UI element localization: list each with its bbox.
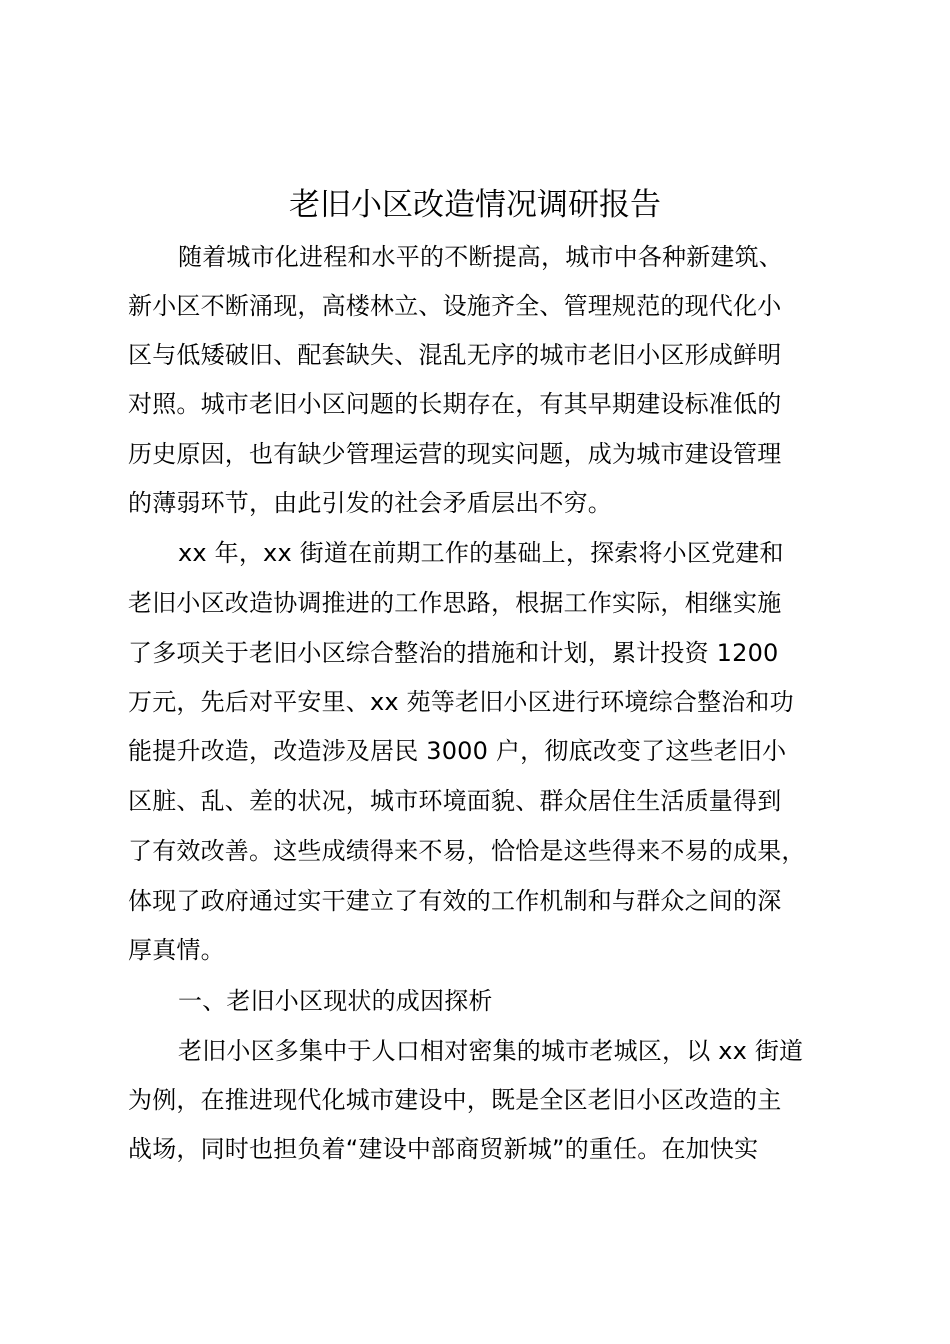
- paragraph-line: 了有效改善。这些成绩得来不易，恰恰是这些得来不易的成果，: [128, 837, 806, 865]
- paragraph-line: 了多项关于老旧小区综合整治的措施和计划，累计投资 1200: [128, 639, 779, 667]
- paragraph-line: 万元，先后对平安里、xx 苑等老旧小区进行环境综合整治和功: [128, 688, 794, 716]
- paragraph-line: 能提升改造，改造涉及居民 3000 户，彻底改变了这些老旧小: [128, 737, 787, 765]
- paragraph-line: 区脏、乱、差的状况，城市环境面貌、群众居住生活质量得到: [128, 787, 782, 815]
- paragraph-line: 对照。城市老旧小区问题的长期存在，有其早期建设标准低的: [128, 390, 782, 418]
- paragraph-line: xx 年，xx 街道在前期工作的基础上，探索将小区党建和: [178, 539, 784, 567]
- section-heading: 一、老旧小区现状的成因探析: [178, 987, 493, 1015]
- paragraph-line: 历史原因，也有缺少管理运营的现实问题，成为城市建设管理: [128, 440, 782, 468]
- paragraph-line: 战场，同时也担负着“建设中部商贸新城”的重任。在加快实: [128, 1135, 759, 1163]
- paragraph-line: 区与低矮破旧、配套缺失、混乱无序的城市老旧小区形成鲜明: [128, 341, 782, 369]
- paragraph-line: 的薄弱环节，由此引发的社会矛盾层出不穷。: [128, 489, 612, 517]
- paragraph-line: 厚真情。: [128, 936, 225, 964]
- paragraph-line: 新小区不断涌现，高楼林立、设施齐全、管理规范的现代化小: [128, 292, 782, 320]
- document-title: 老旧小区改造情况调研报告: [289, 187, 661, 223]
- paragraph-line: 为例，在推进现代化城市建设中，既是全区老旧小区改造的主: [128, 1086, 782, 1114]
- paragraph-line: 体现了政府通过实干建立了有效的工作机制和与群众之间的深: [128, 887, 782, 915]
- paragraph-line: 老旧小区多集中于人口相对密集的城市老城区，以 xx 街道: [178, 1037, 804, 1065]
- paragraph-line: 随着城市化进程和水平的不断提高，城市中各种新建筑、: [178, 243, 783, 271]
- paragraph-line: 老旧小区改造协调推进的工作思路，根据工作实际，相继实施: [128, 589, 782, 617]
